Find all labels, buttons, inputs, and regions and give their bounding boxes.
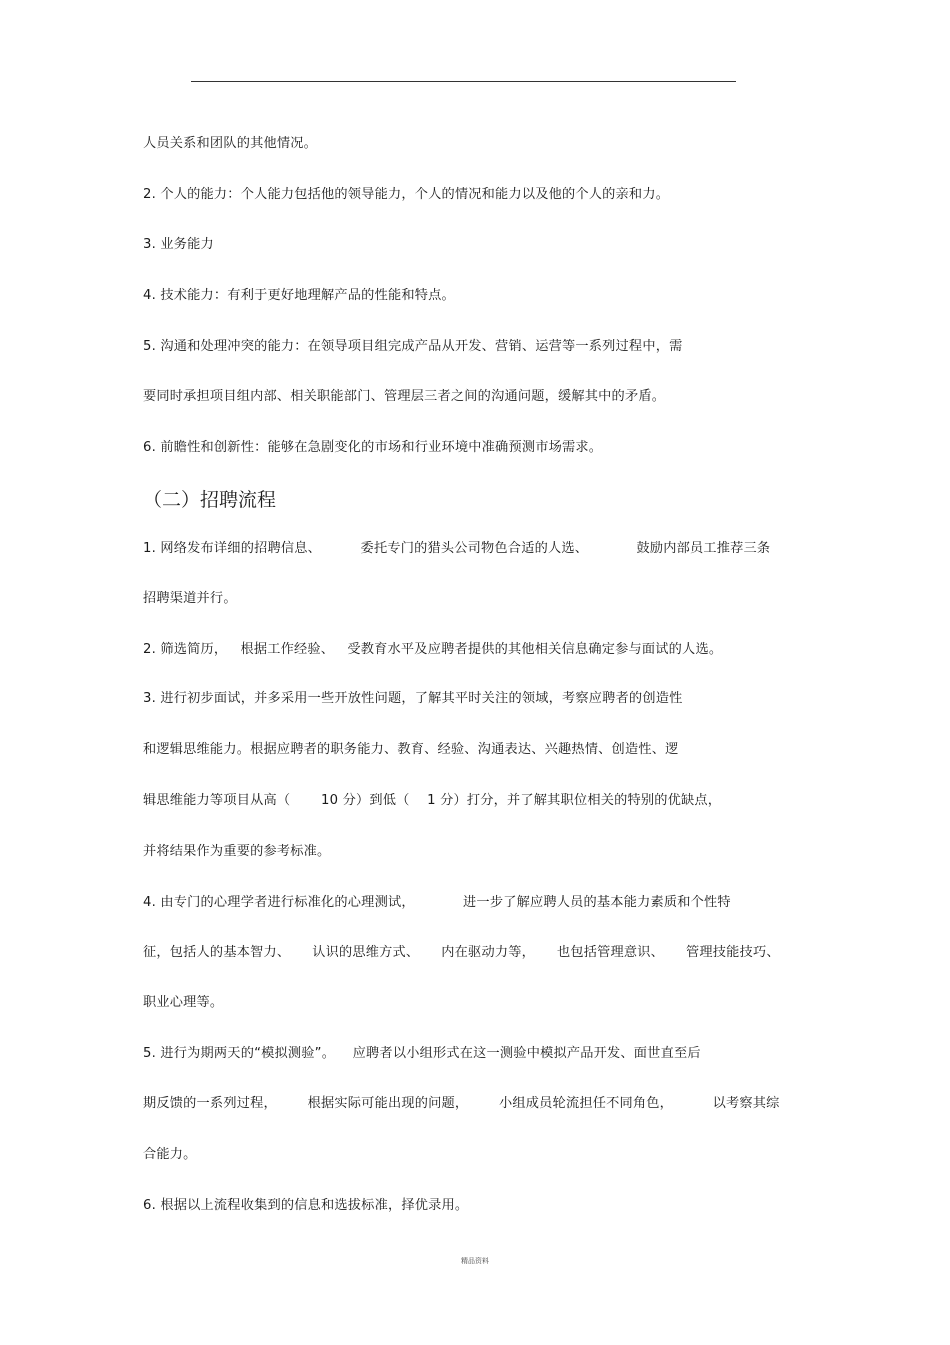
text-line: 要同时承担项目组内部、相关职能部门、管理层三者之间的沟通问题，缓解其中的矛盾。 <box>143 389 666 404</box>
text-line: 3. 进行初步面试，并多采用一些开放性问题，了解其平时关注的领域，考察应聘者的创造性 <box>143 691 683 706</box>
text-line: 招聘渠道并行。 <box>143 591 237 606</box>
section-heading: （二）招聘流程 <box>143 489 277 511</box>
text-line: 辑思维能力等项目从高（ 10 分）到低（ 1 分）打分，并了解其职位相关的特别的优缺点， <box>143 793 722 808</box>
text-line: 5. 沟通和处理冲突的能力：在领导项目组完成产品从开发、营销、运营等一系列过程中，需 <box>143 339 683 354</box>
header-rule <box>191 81 736 82</box>
text-line: 并将结果作为重要的参考标准。 <box>143 844 331 859</box>
text-line: 人员关系和团队的其他情况。 <box>143 136 318 151</box>
text-line: 2. 个人的能力：个人能力包括他的领导能力，个人的情况和能力以及他的个人的亲和力。 <box>143 187 670 202</box>
text-line: 4. 由专门的心理学者进行标准化的心理测试， 进一步了解应聘人员的基本能力素质和个性特 <box>143 895 731 910</box>
text-line: 征，包括人的基本智力、 认识的思维方式、 内在驱动力等， 也包括管理意识、 管理技能技巧、 <box>143 945 780 960</box>
page-footer: 精品资料 <box>461 1257 489 1265</box>
text-line: 6. 前瞻性和创新性：能够在急剧变化的市场和行业环境中准确预测市场需求。 <box>143 440 603 455</box>
text-line: 2. 筛选简历， 根据工作经验、 受教育水平及应聘者提供的其他相关信息确定参与面试的人选。 <box>143 642 723 657</box>
text-line: 5. 进行为期两天的“模拟测验”。 应聘者以小组形式在这一测验中模拟产品开发、面世直至后 <box>143 1046 701 1061</box>
text-line: 4. 技术能力：有利于更好地理解产品的性能和特点。 <box>143 288 455 303</box>
text-line: 期反馈的一系列过程， 根据实际可能出现的问题， 小组成员轮流担任不同角色， 以考察其综 <box>143 1096 780 1111</box>
text-line: 6. 根据以上流程收集到的信息和选拔标准，择优录用。 <box>143 1198 469 1213</box>
text-line: 职业心理等。 <box>143 995 224 1010</box>
text-line: 合能力。 <box>143 1147 197 1162</box>
text-line: 3. 业务能力 <box>143 237 214 252</box>
text-line: 和逻辑思维能力。根据应聘者的职务能力、教育、经验、沟通表达、兴趣热情、创造性、逻 <box>143 742 679 757</box>
text-line: 1. 网络发布详细的招聘信息、 委托专门的猎头公司物色合适的人选、 鼓励内部员工推荐三条 <box>143 541 771 556</box>
